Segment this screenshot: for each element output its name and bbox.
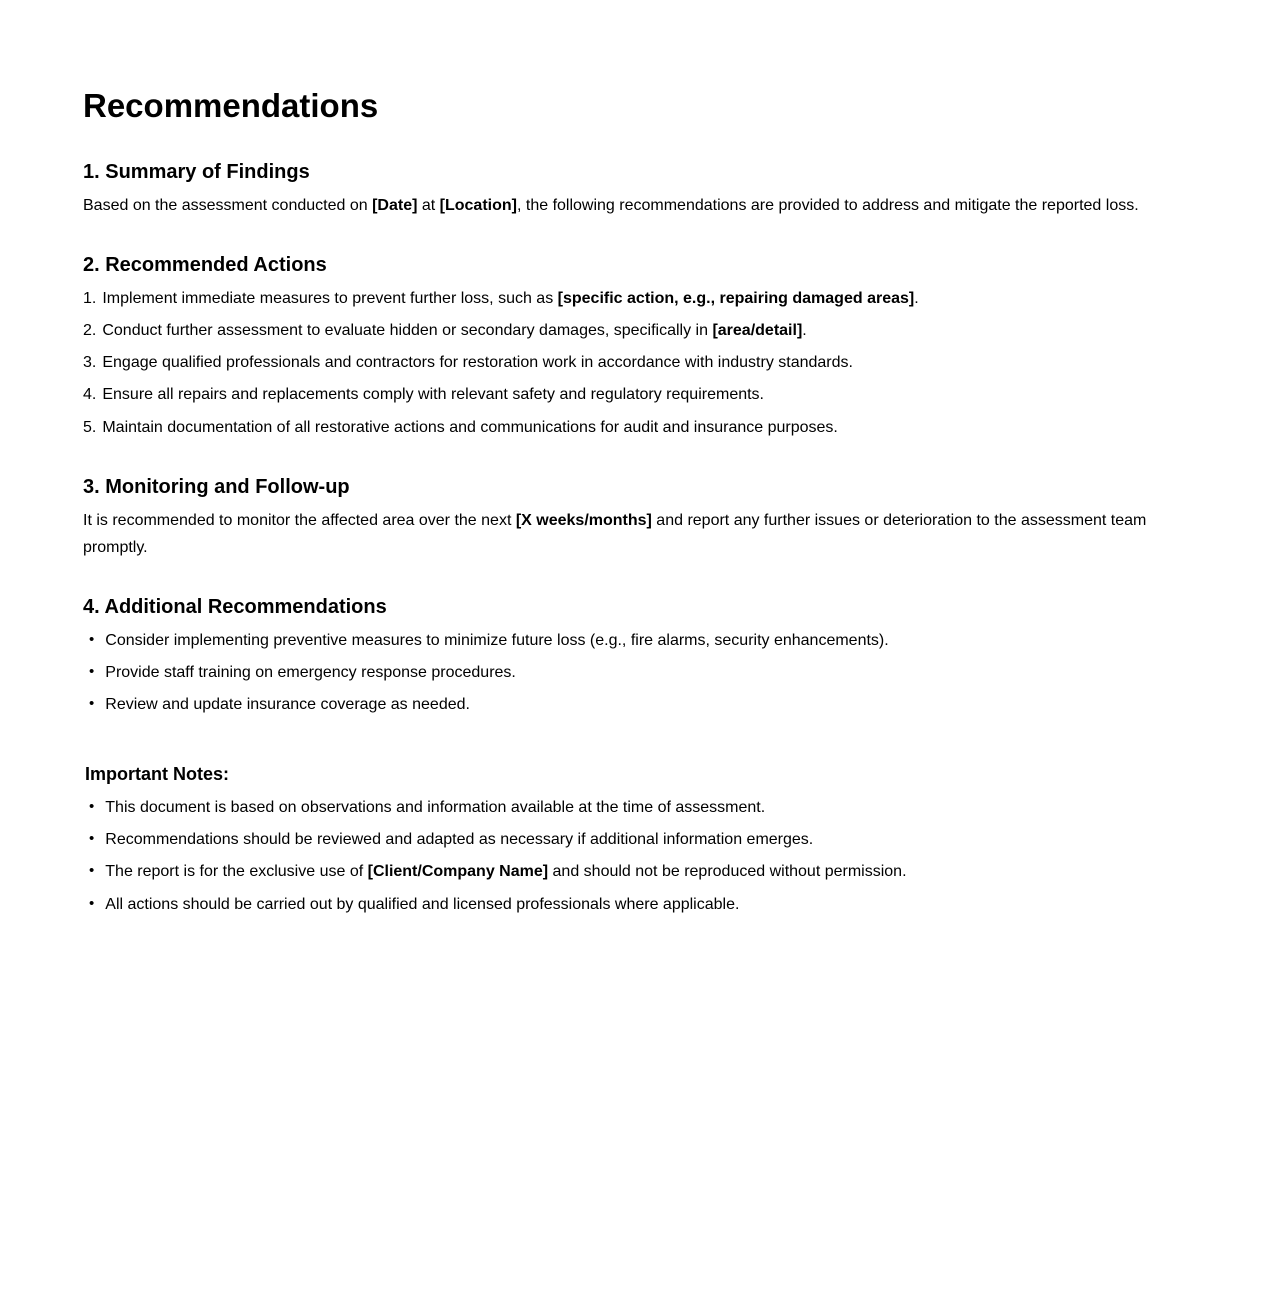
list-item: [83, 691, 1153, 718]
list-item: [83, 627, 1153, 654]
list-item-text: Conduct further assessment to evaluate hidden or secondary damages, specifically in [area/detail].: [102, 321, 807, 339]
section-heading-monitoring: 3. Monitoring and Follow-up: [83, 475, 350, 498]
summary-paragraph: Based on the assessment conducted on [Date] at [Location], the following recommendations are provided to address and mitigate the reported loss.: [83, 196, 1139, 214]
section-heading-additional: 4. Additional Recommendations: [83, 596, 387, 619]
list-item: [83, 285, 1153, 312]
bullet-icon: •: [89, 663, 95, 681]
list-item-text: Engage qualified professionals and contractors for restoration work in accordance with industry standards.: [102, 354, 853, 372]
list-item-text: Consider implementing preventive measures to minimize future loss (e.g., fire alarms, security enhancements).: [105, 632, 889, 650]
bullet-icon: •: [89, 894, 95, 912]
list-item: [83, 414, 1153, 441]
list-item-text: Maintain documentation of all restorative actions and communications for audit and insurance purposes.: [102, 418, 838, 436]
list-marker: 5.: [83, 418, 97, 436]
list-item: [83, 826, 1153, 853]
list-item-text: Review and update insurance coverage as needed.: [105, 696, 470, 714]
list-item-text: All actions should be carried out by qualified and licensed professionals where applicable.: [105, 895, 740, 913]
list-marker: 2.: [83, 321, 97, 339]
list-marker: 1.: [83, 289, 97, 307]
list-marker: 4.: [83, 386, 97, 404]
section-heading-summary: 1. Summary of Findings: [83, 160, 310, 183]
list-item-text: The report is for the exclusive use of [Client/Company Name] and should not be reproduced without permission.: [105, 863, 907, 881]
bullet-icon: •: [89, 830, 95, 848]
bullet-icon: •: [89, 631, 95, 649]
bullet-icon: •: [89, 862, 95, 880]
actions-list: [83, 285, 1153, 441]
notes-heading: Important Notes:: [85, 763, 229, 784]
list-item: [83, 381, 1153, 408]
bullet-icon: •: [89, 695, 95, 713]
list-item: [83, 794, 1153, 821]
page-title: Recommendations: [83, 87, 379, 124]
list-item-text: This document is based on observations and information available at the time of assessment.: [105, 799, 766, 817]
additional-list: [83, 627, 1153, 719]
list-item-text: Implement immediate measures to prevent further loss, such as [specific action, e.g., repairing damaged areas].: [102, 289, 919, 307]
list-item: [83, 891, 1153, 918]
section-heading-actions: 2. Recommended Actions: [83, 253, 327, 276]
list-item-text: Ensure all repairs and replacements comply with relevant safety and regulatory requirements.: [102, 386, 764, 404]
list-item: [83, 858, 1153, 885]
bullet-icon: •: [89, 798, 95, 816]
list-item: [83, 659, 1153, 686]
list-item-text: Provide staff training on emergency response procedures.: [105, 664, 516, 682]
list-marker: 3.: [83, 354, 97, 372]
notes-list: [83, 794, 1153, 918]
list-item-text: Recommendations should be reviewed and adapted as necessary if additional information emerges.: [105, 831, 814, 849]
monitoring-paragraph: It is recommended to monitor the affected area over the next [X weeks/months] and report any further issues or deterioration to the assessment team promptly.: [83, 511, 1147, 556]
list-item: [83, 317, 1153, 344]
list-item: [83, 349, 1153, 376]
